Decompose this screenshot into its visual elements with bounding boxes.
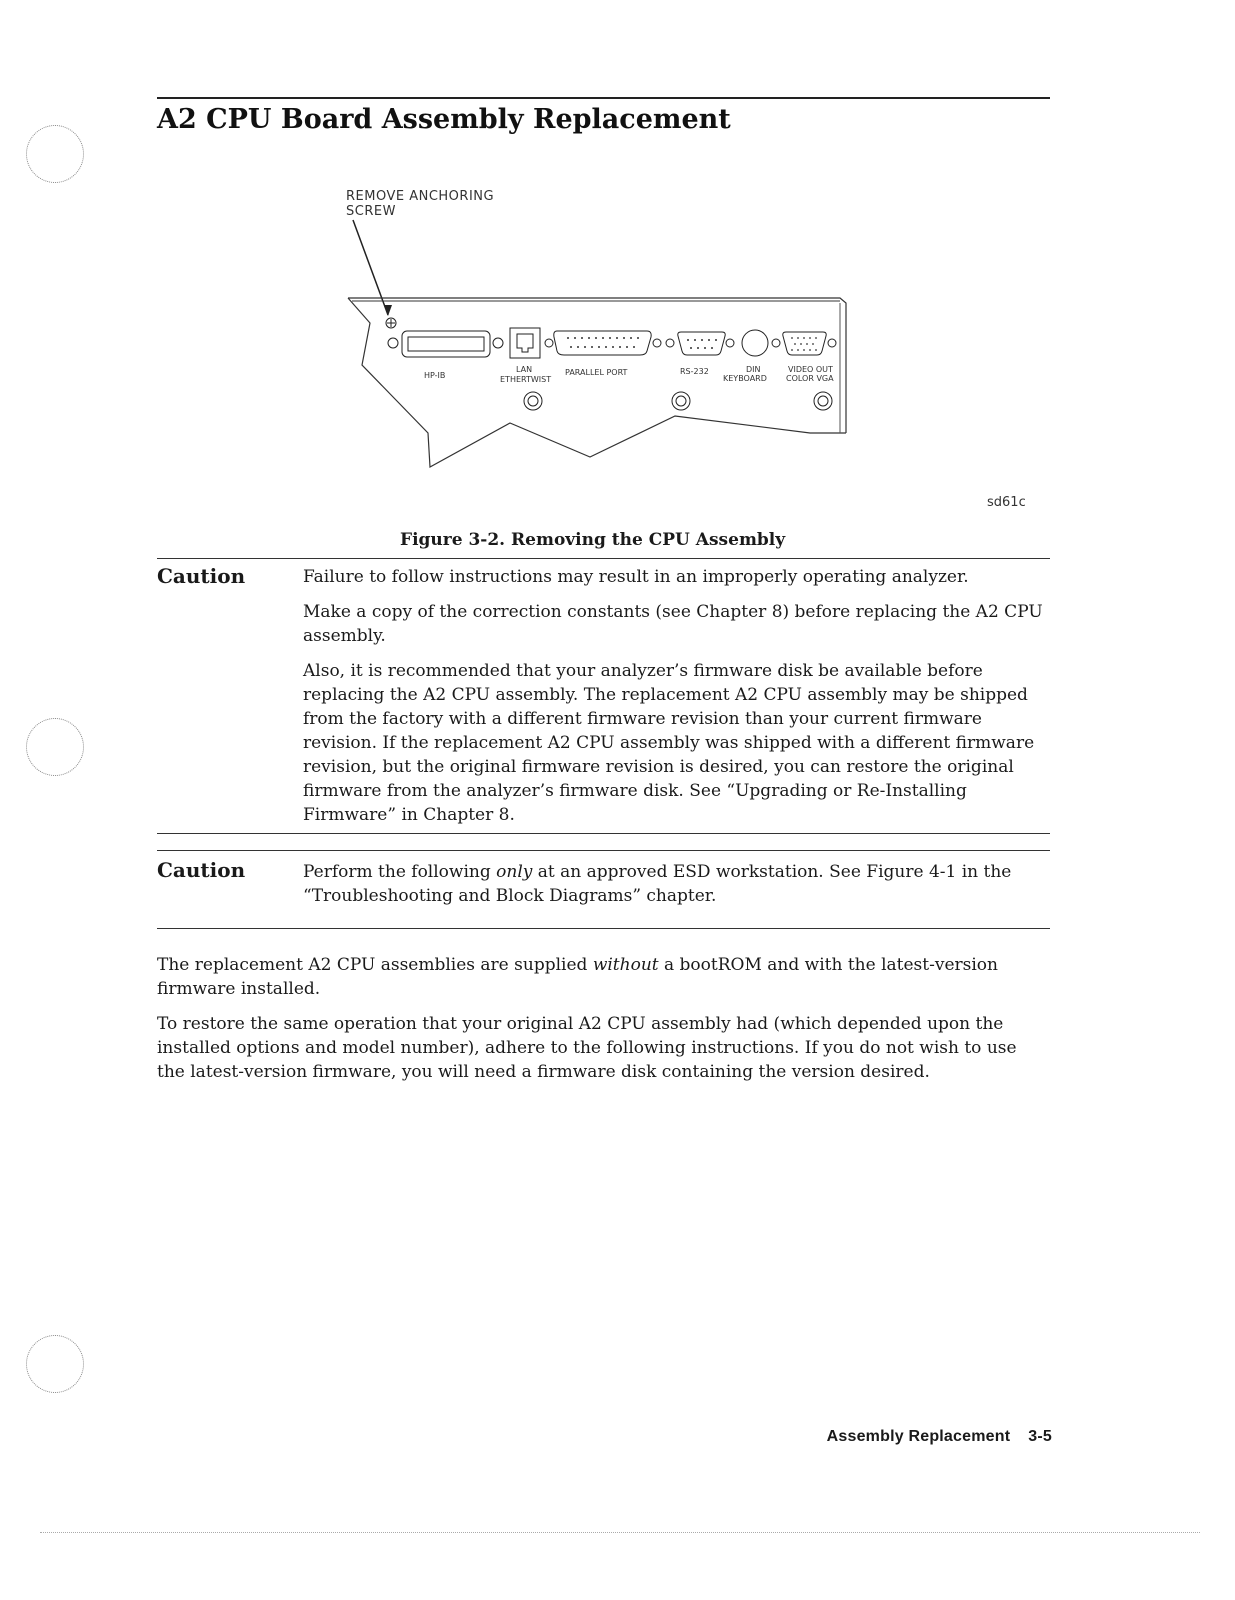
binder-hole-middle [26, 718, 84, 776]
hpib-connector-icon [402, 331, 490, 357]
emphasis-without: without [592, 955, 659, 975]
mounting-screw-icon [672, 392, 690, 410]
din-keyboard-connector-icon [742, 330, 768, 356]
caution-2-label: Caution [157, 858, 246, 882]
figure-id: sd61c [987, 495, 1026, 510]
mounting-screw-icon [524, 392, 542, 410]
ethertwist-label: ETHERTWIST [500, 375, 552, 384]
body-paragraph: To restore the same operation that your original A2 CPU assembly had (which depended upon the installed options and model number), adhere to the following instructions. If you do not wish to use the latest-version firmware, you will need a firmware disk containing the version desired. [157, 1014, 1017, 1082]
binder-hole-bottom [26, 1335, 84, 1393]
page-number: 3-5 [1028, 1428, 1052, 1445]
video-out-label: VIDEO OUT [788, 365, 833, 374]
caution-1-top-rule [157, 558, 1050, 559]
page-footer [827, 1428, 1052, 1446]
callout-line-1: REMOVE ANCHORING [346, 189, 495, 204]
keyboard-label: KEYBOARD [723, 374, 767, 383]
hpib-label: HP-IB [424, 371, 446, 380]
emphasis-only: only [496, 862, 533, 882]
caution-2-top-rule [157, 850, 1050, 851]
page-title: A2 CPU Board Assembly Replacement [157, 104, 731, 135]
figure-caption: Figure 3-2. Removing the CPU Assembly [400, 530, 786, 550]
footer-section: Assembly Replacement [826, 1428, 1011, 1445]
lan-connector-icon [510, 328, 540, 358]
page-bottom-rule [40, 1532, 1200, 1533]
parallel-port-icon [554, 331, 651, 355]
header-rule [157, 97, 1050, 99]
caution-1-label: Caution [157, 564, 246, 588]
rs232-connector-icon [678, 332, 725, 355]
caution-1-body [303, 565, 1048, 838]
caution-2-paragraph: Perform the following only at an approved ESD workstation. See Figure 4-1 in the “Troubleshooting and Block Diagrams” chapter. [303, 862, 1012, 906]
caution-1-paragraph: Also, it is recommended that your analyzer’s firmware disk be available before replacing the A2 CPU assembly. The replacement A2 CPU assembly may be shipped from the factory with a different firmware revision than your current firmware revision. If the replacement A2 CPU assembly was shipped with a different firmware revision, but the original firmware revision is desired, you can restore the original firmware from the analyzer’s firmware disk. See “Upgrading or Re-Installing Firmware” in Chapter 8. [303, 661, 1035, 825]
body-text [157, 953, 1047, 1095]
callout-line-2: SCREW [346, 204, 396, 219]
mounting-screw-icon [814, 392, 832, 410]
parallel-port-label: PARALLEL PORT [565, 368, 628, 377]
callout-arrowhead [384, 305, 392, 316]
body-paragraph: The replacement A2 CPU assemblies are supplied without a bootROM and with the latest-version firmware installed. [157, 955, 998, 999]
vga-connector-icon [783, 332, 826, 355]
binder-hole-top [26, 125, 84, 183]
color-vga-label: COLOR VGA [786, 374, 834, 383]
caution-1-paragraph: Make a copy of the correction constants (see Chapter 8) before replacing the A2 CPU assembly. [303, 602, 1043, 646]
lan-label: LAN [516, 365, 533, 374]
panel-outline [348, 298, 846, 467]
caution-1-bottom-rule [157, 833, 1050, 834]
din-label: DIN [746, 365, 761, 374]
caution-2-bottom-rule [157, 928, 1050, 929]
cpu-rear-panel-figure [340, 183, 860, 473]
rs232-label: RS-232 [680, 367, 709, 376]
caution-1-paragraph: Failure to follow instructions may result in an improperly operating analyzer. [303, 567, 969, 587]
caution-2-body [303, 860, 1048, 919]
